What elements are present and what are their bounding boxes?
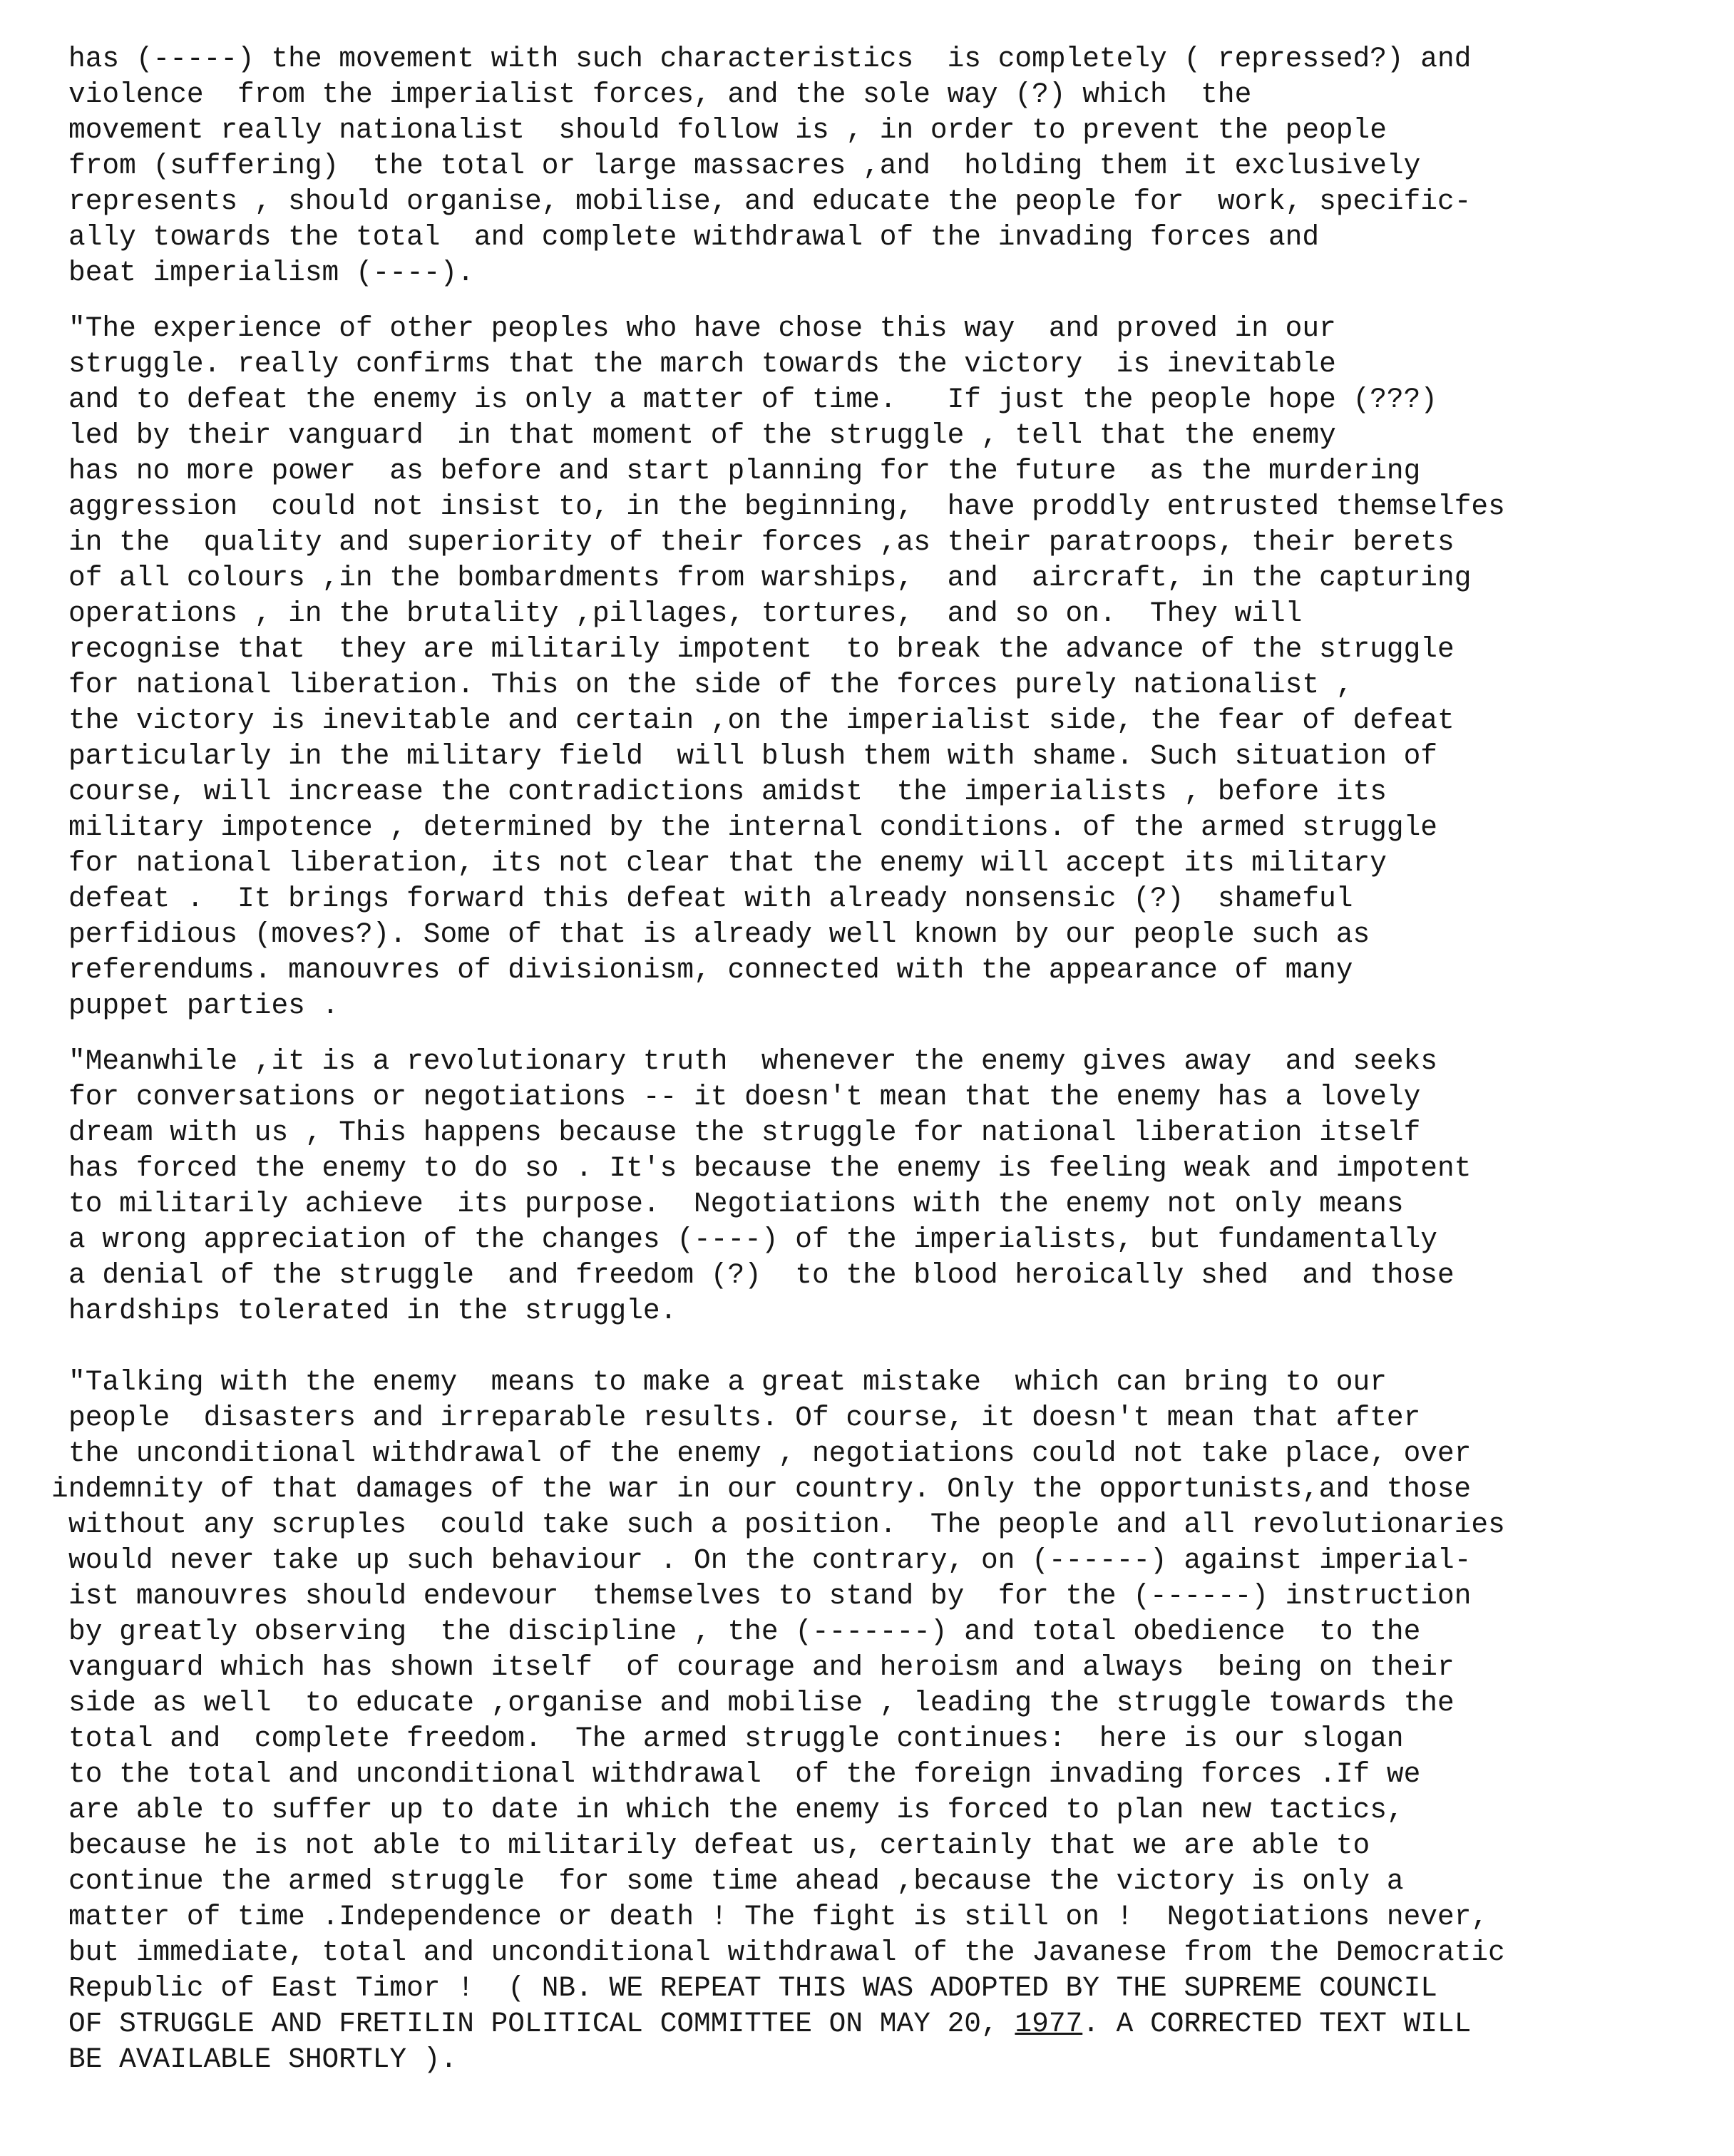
underlined-year: 1977 bbox=[1015, 2008, 1083, 2040]
text-fragment: . A CORRECTED TEXT WILL bbox=[1082, 2008, 1472, 2040]
text-line: defeat . It brings forward this defeat with already nonsensic (?) shameful bbox=[68, 883, 1353, 915]
text-line: in the quality and superiority of their forces ,as their paratroops, their berets bbox=[68, 526, 1455, 558]
text-line: a wrong appreciation of the changes (----) of the imperialists, but fundamentally bbox=[68, 1223, 1438, 1256]
text-line: for national liberation, its not clear that the enemy will accept its military bbox=[68, 847, 1387, 879]
text-line: of all colours ,in the bombardments from warships, and aircraft, in the capturing bbox=[68, 562, 1472, 594]
text-line: recognise that they are militarily impotent to break the advance of the struggle bbox=[68, 633, 1455, 665]
text-line: violence from the imperialist forces, and the sole way (?) which the bbox=[68, 78, 1252, 111]
text-line: the victory is inevitable and certain ,on the imperialist side, the fear of defeat bbox=[68, 704, 1455, 736]
text-line: ally towards the total and complete withdrawal of the invading forces and bbox=[68, 221, 1320, 253]
text-line: Republic of East Timor ! ( NB. WE REPEAT THIS WAS ADOPTED BY THE SUPREME COUNCIL bbox=[68, 1972, 1438, 2004]
text-line: puppet parties . bbox=[68, 990, 339, 1022]
text-line: for national liberation. This on the side of the forces purely nationalist , bbox=[68, 669, 1353, 701]
text-line: without any scruples could take such a position. The people and all revolutionaries bbox=[68, 1509, 1505, 1541]
text-line: led by their vanguard in that moment of the struggle , tell that the enemy bbox=[68, 419, 1336, 451]
text-line: ist manouvres should endevour themselves to stand by for the (------) instruction bbox=[68, 1580, 1472, 1612]
text-line: for conversations or negotiations -- it doesn't mean that the enemy has a lovely bbox=[68, 1081, 1421, 1113]
text-line: would never take up such behaviour . On the contrary, on (------) against imperial- bbox=[68, 1544, 1472, 1576]
text-line: dream with us , This happens because the struggle for national liberation itself bbox=[68, 1116, 1421, 1149]
text-line: beat imperialism (----). bbox=[68, 257, 474, 289]
text-line-with-date bbox=[68, 2006, 1651, 2042]
text-line: struggle. really confirms that the march towards the victory is inevitable bbox=[68, 348, 1336, 380]
text-line: perfidious (moves?). Some of that is already well known by our people such as bbox=[68, 918, 1370, 950]
text-line: because he is not able to militarily defeat us, certainly that we are able to bbox=[68, 1829, 1370, 1862]
text-line: continue the armed struggle for some time ahead ,because the victory is only a bbox=[68, 1865, 1404, 1897]
text-line: "Talking with the enemy means to make a great mistake which can bring to our bbox=[68, 1366, 1387, 1398]
text-line: "The experience of other peoples who have chose this way and proved in our bbox=[68, 312, 1336, 344]
text-line: but immediate, total and unconditional withdrawal of the Javanese from the Democratic bbox=[68, 1936, 1505, 1968]
typed-document-page bbox=[51, 41, 1651, 2113]
text-line: total and complete freedom. The armed struggle continues: here is our slogan bbox=[68, 1723, 1404, 1755]
text-line: has forced the enemy to do so . It's because the enemy is feeling weak and impotent bbox=[68, 1152, 1472, 1184]
text-line: movement really nationalist should follow is , in order to prevent the people bbox=[68, 114, 1387, 146]
text-line: side as well to educate ,organise and mobilise , leading the struggle towards the bbox=[68, 1687, 1455, 1719]
text-line: referendums. manouvres of divisionism, connected with the appearance of many bbox=[68, 954, 1353, 986]
text-line: aggression could not insist to, in the beginning, have proddly entrusted themselfes bbox=[68, 491, 1505, 523]
text-fragment: OF STRUGGLE AND FRETILIN POLITICAL COMMITTEE ON MAY 20, bbox=[68, 2008, 1015, 2040]
paragraph-3 bbox=[68, 1044, 1651, 1329]
text-line: by greatly observing the discipline , the (-------) and total obedience to the bbox=[68, 1616, 1421, 1648]
text-line: has (-----) the movement with such characteristics is completely ( repressed?) and bbox=[68, 43, 1472, 75]
text-line: operations , in the brutality ,pillages, tortures, and so on. They will bbox=[68, 597, 1303, 630]
text-line: are able to suffer up to date in which the enemy is forced to plan new tactics, bbox=[68, 1794, 1404, 1826]
text-line: hardships tolerated in the struggle. bbox=[68, 1295, 677, 1327]
paragraph-1 bbox=[68, 41, 1651, 291]
text-line: from (suffering) the total or large massacres ,and holding them it exclusively bbox=[68, 150, 1421, 182]
text-line: particularly in the military field will blush them with shame. Such situation of bbox=[68, 740, 1438, 772]
text-line: vanguard which has shown itself of courage and heroism and always being on their bbox=[68, 1651, 1455, 1683]
text-line: a denial of the struggle and freedom (?) to the blood heroically shed and those bbox=[68, 1259, 1455, 1291]
text-line: BE AVAILABLE SHORTLY ). bbox=[68, 2043, 458, 2075]
paragraph-2 bbox=[68, 311, 1651, 1024]
text-line: people disasters and irreparable results. Of course, it doesn't mean that after bbox=[68, 1402, 1421, 1434]
text-line: course, will increase the contradictions amidst the imperialists , before its bbox=[68, 776, 1387, 808]
text-line: the unconditional withdrawal of the enemy , negotiations could not take place, over bbox=[68, 1437, 1472, 1469]
text-line: indemnity of that damages of the war in our country. Only the opportunists,and those bbox=[51, 1473, 1472, 1505]
text-line: military impotence , determined by the internal conditions. of the armed struggle bbox=[68, 811, 1438, 843]
text-line: to the total and unconditional withdrawal of the foreign invading forces .If we bbox=[68, 1758, 1421, 1790]
scan-top-edge-artifact bbox=[100, 0, 542, 7]
text-line: matter of time .Independence or death ! The fight is still on ! Negotiations never, bbox=[68, 1901, 1489, 1933]
text-line: has no more power as before and start planning for the future as the murdering bbox=[68, 455, 1421, 487]
text-line: to militarily achieve its purpose. Negotiations with the enemy not only means bbox=[68, 1188, 1404, 1220]
text-line: represents , should organise, mobilise, and educate the people for work, specific- bbox=[68, 185, 1472, 217]
text-line: "Meanwhile ,it is a revolutionary truth whenever the enemy gives away and seeks bbox=[68, 1045, 1438, 1077]
text-line: and to defeat the enemy is only a matter of time. If just the people hope (???) bbox=[68, 384, 1438, 416]
paragraph-4 bbox=[51, 1365, 1651, 2078]
